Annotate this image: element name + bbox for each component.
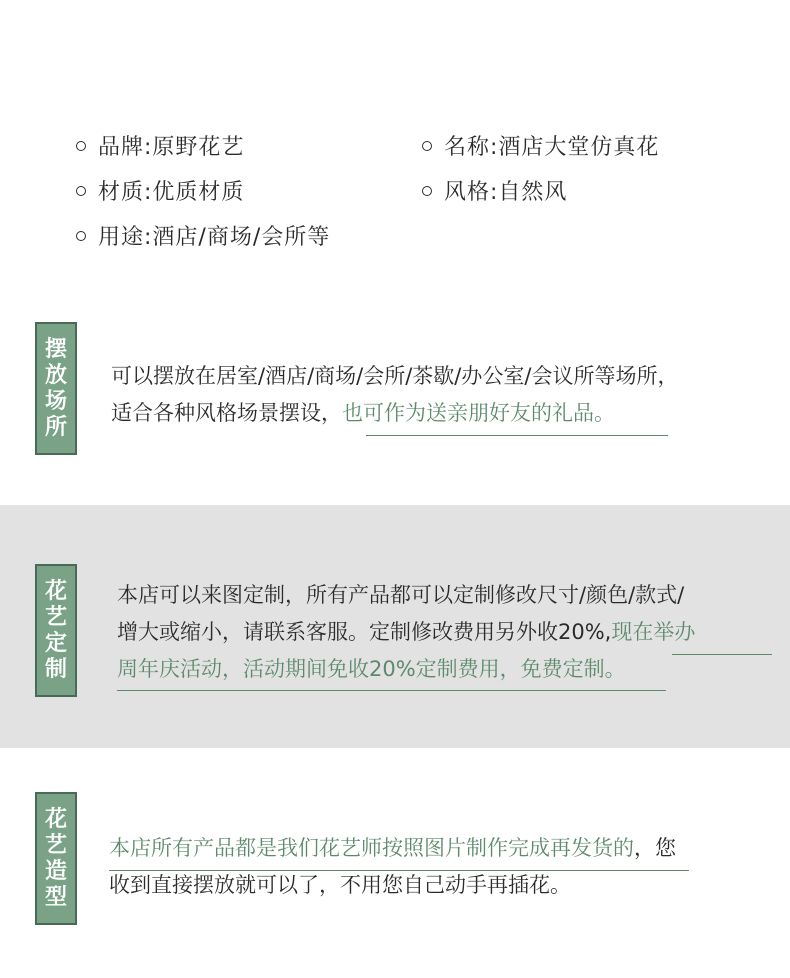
circle-bullet-icon: [76, 186, 86, 196]
section-tag-placement: 摆 放 场 所: [35, 322, 77, 455]
spec-item-brand: 品牌:原野花艺: [76, 133, 244, 163]
highlight-underline: [117, 690, 666, 691]
placement-paragraph: 可以摆放在居室/酒店/商场/会所/茶歇/办公室/会议所等场所， 适合各种风格场景摆设，也可作为送亲朋好友的礼品。: [111, 364, 679, 425]
spec-item-usage: 用途:酒店/商场/会所等: [76, 223, 330, 253]
highlight-underline: [672, 654, 772, 655]
section-tag-customization: 花 艺 定 制: [35, 564, 77, 697]
spec-item-name: 名称:酒店大堂仿真花: [422, 133, 659, 163]
styling-paragraph: 本店所有产品都是我们花艺师按照图片制作完成再发货的，您 收到直接摆放就可以了，不用您自己动手再插花。: [109, 836, 676, 897]
highlight-underline: [366, 435, 668, 436]
circle-bullet-icon: [76, 141, 86, 151]
section-tag-styling: 花 艺 造 型: [35, 792, 77, 925]
circle-bullet-icon: [422, 186, 432, 196]
spec-item-material: 材质:优质材质: [76, 178, 244, 208]
circle-bullet-icon: [76, 231, 86, 241]
highlight-underline: [109, 870, 689, 871]
circle-bullet-icon: [422, 141, 432, 151]
spec-item-style: 风格:自然风: [422, 178, 567, 208]
customization-paragraph: 本店可以来图定制，所有产品都可以定制修改尺寸/颜色/款式/ 增大或缩小，请联系客服。定制修改费用另外收20%,现在举办 周年庆活动，活动期间免收20%定制费用，免费定制。: [117, 583, 696, 681]
